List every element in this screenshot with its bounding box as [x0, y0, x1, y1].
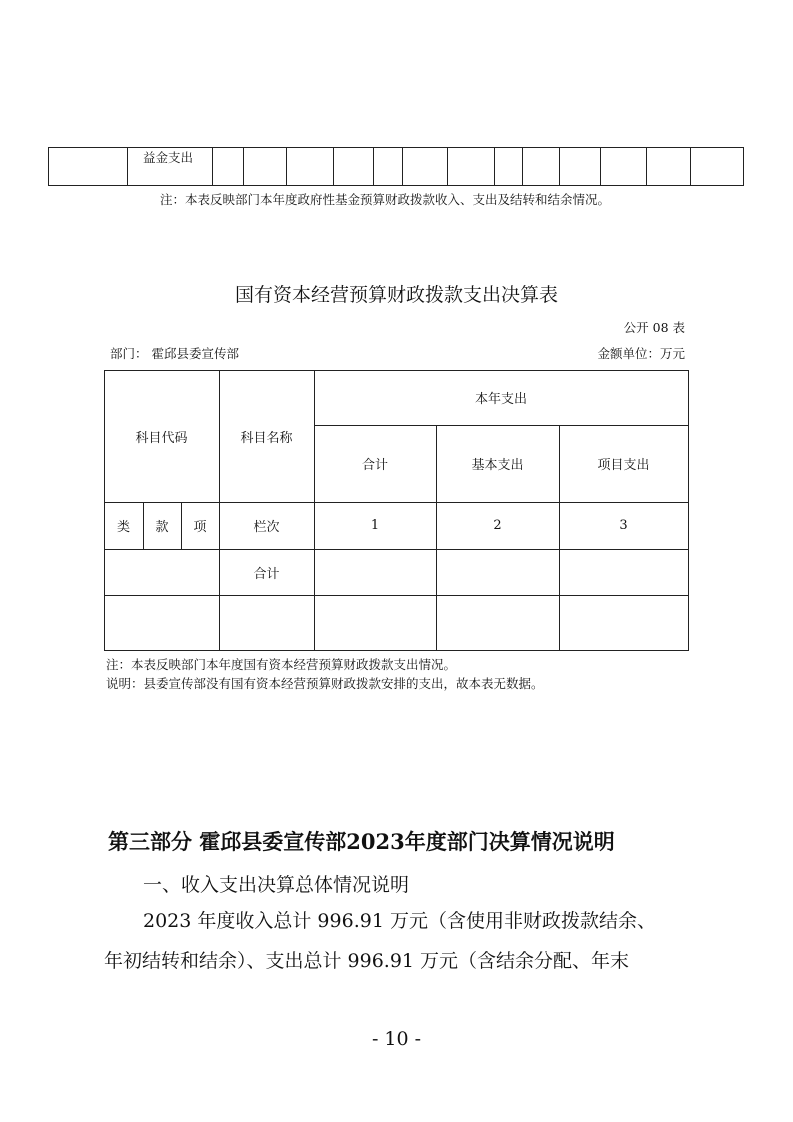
row-label: 益金支出: [143, 150, 194, 165]
header-code: 科目代码: [135, 430, 188, 446]
header-project: 项目支出: [597, 458, 650, 473]
col-num-3: 3: [619, 518, 628, 533]
header-total: 合计: [361, 458, 388, 473]
col-num-1: 1: [370, 518, 380, 533]
column-divider: [743, 147, 744, 186]
page-number: - 10 -: [371, 1028, 422, 1050]
col-lanci: 栏次: [253, 520, 280, 535]
column-divider: [127, 147, 128, 186]
column-divider: [286, 147, 287, 186]
column-divider: [48, 147, 49, 186]
col-num-2: 2: [493, 518, 502, 533]
col-xiang: 项: [193, 520, 207, 535]
section-subheading: 一、收入支出决算总体情况说明: [143, 874, 410, 896]
col-kuan: 款: [155, 520, 169, 535]
col-lei: 类: [116, 520, 130, 535]
unit-label: 金额单位：万元: [597, 346, 685, 361]
column-divider: [522, 147, 523, 186]
header-name: 科目名称: [240, 430, 293, 446]
table-code: 公开 08 表: [623, 320, 685, 335]
column-divider: [559, 147, 560, 186]
column-divider: [646, 147, 647, 186]
table-note: 注：本表反映部门本年度国有资本经营预算财政拨款支出情况。: [106, 657, 457, 672]
column-divider: [690, 147, 691, 186]
paragraph-line-2: 年初结转和结余）、支出总计 996.91 万元（含结余分配、年末: [104, 950, 630, 972]
column-divider: [447, 147, 448, 186]
section-heading: 第三部分 霍邱县委宣传部2023年度部门决算情况说明: [108, 829, 615, 854]
department-label: 部门： 霍邱县委宣传部: [110, 346, 239, 361]
column-divider: [600, 147, 601, 186]
table-note: 注：本表反映部门本年度政府性基金预算财政拨款收入、支出及结转和结余情况。: [160, 192, 611, 207]
column-divider: [373, 147, 374, 186]
paragraph-line-1: 2023 年度收入总计 996.91 万元（含使用非财政拨款结余、: [143, 910, 656, 932]
column-divider: [212, 147, 213, 186]
header-year-expense: 本年支出: [474, 392, 527, 407]
column-divider: [333, 147, 334, 186]
table-title: 国有资本经营预算财政拨款支出决算表: [234, 284, 558, 306]
column-divider: [243, 147, 244, 186]
column-divider: [402, 147, 403, 186]
column-divider: [494, 147, 495, 186]
table-explanation: 说明：县委宣传部没有国有资本经营预算财政拨款安排的支出，故本表无数据。: [106, 676, 544, 691]
header-basic: 基本支出: [471, 458, 524, 473]
sum-row-label: 合计: [253, 566, 280, 582]
